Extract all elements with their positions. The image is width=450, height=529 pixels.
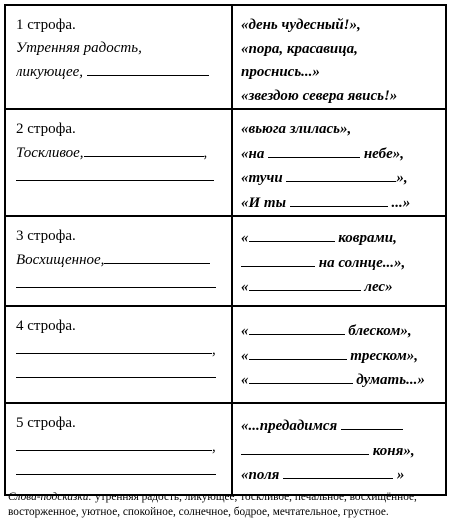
quote-line: «вьюга злилась»,: [241, 121, 352, 137]
answer-blank[interactable]: [241, 251, 315, 267]
stanza-heading: 2 строфа.: [16, 121, 76, 137]
stanza-2-mood-cell: 2 строфа. Тоскливое, ,: [5, 109, 232, 216]
stanza-heading: 4 строфа.: [16, 318, 76, 334]
mood-text: Восхищенное,: [16, 252, 105, 268]
stanza-3-mood-cell: [5, 216, 232, 306]
hint-text: утренняя радость, ликующее, тоскливое, печальное, восхищённое,: [92, 491, 417, 503]
quote-line: «день чудесный!»,: [241, 17, 361, 33]
worksheet: [4, 4, 445, 485]
stanza-heading: 3 строфа.: [16, 228, 76, 244]
mood-text: Тоскливое,: [16, 145, 84, 161]
stanza-4-quote-cell: « блеском», « треском», « думать...»: [232, 306, 446, 403]
answer-blank[interactable]: [16, 165, 214, 181]
answer-blank[interactable]: [249, 368, 353, 384]
answer-blank[interactable]: [249, 344, 347, 360]
answer-blank[interactable]: [16, 435, 212, 451]
stanza-row-3: [5, 216, 446, 306]
quote-line: «пора, красавица,: [241, 40, 358, 57]
answer-blank[interactable]: [87, 60, 209, 76]
stanza-1-quote-cell: [232, 5, 446, 109]
hint-label: Слова-подсказки:: [8, 491, 93, 503]
stanza-2-quote-cell: «вьюга злилась», «на небе», «тучи », «И ты ...»: [232, 109, 446, 216]
answer-blank[interactable]: [16, 272, 216, 288]
stanza-3-quote-cell: « коврами, на солнце...», « лес»: [232, 216, 446, 306]
stanza-row-5: [5, 403, 446, 495]
hint-words: [8, 490, 444, 520]
answer-blank[interactable]: [16, 459, 216, 475]
answer-blank[interactable]: [283, 463, 393, 479]
answer-blank[interactable]: [16, 362, 216, 378]
stanza-5-quote-cell: «...предадимся коня», «поля »: [232, 403, 446, 495]
answer-blank[interactable]: [268, 142, 360, 158]
mood-text: ликующее,: [16, 64, 84, 80]
answer-blank[interactable]: [249, 275, 361, 291]
answer-blank[interactable]: [104, 248, 210, 264]
answer-blank[interactable]: [290, 191, 388, 207]
stanza-1-mood-cell: [5, 5, 232, 109]
answer-blank[interactable]: [341, 414, 403, 430]
answer-blank[interactable]: [286, 166, 396, 182]
answer-blank[interactable]: [84, 141, 204, 157]
quote-line: «звездою севера явись!»: [241, 87, 398, 104]
stanza-4-mood-cell: 4 строфа. ,: [5, 306, 232, 403]
stanza-heading: 5 строфа.: [16, 415, 76, 431]
quote-line: проснись...»: [241, 64, 320, 80]
answer-blank[interactable]: [249, 319, 345, 335]
mood-text: Утренняя радость,: [16, 40, 142, 56]
stanza-table: [4, 4, 447, 496]
stanza-5-mood-cell: 5 строфа. ,: [5, 403, 232, 495]
stanza-row-2: [5, 109, 446, 216]
answer-blank[interactable]: [249, 226, 335, 242]
stanza-row-1: [5, 5, 446, 109]
stanza-heading: 1 строфа.: [16, 17, 76, 33]
stanza-row-4: [5, 306, 446, 403]
answer-blank[interactable]: [241, 439, 369, 455]
hint-text: восторженное, уютное, спокойное, солнечное, бодрое, мечтательное, грустное.: [8, 506, 389, 518]
answer-blank[interactable]: [16, 338, 212, 354]
